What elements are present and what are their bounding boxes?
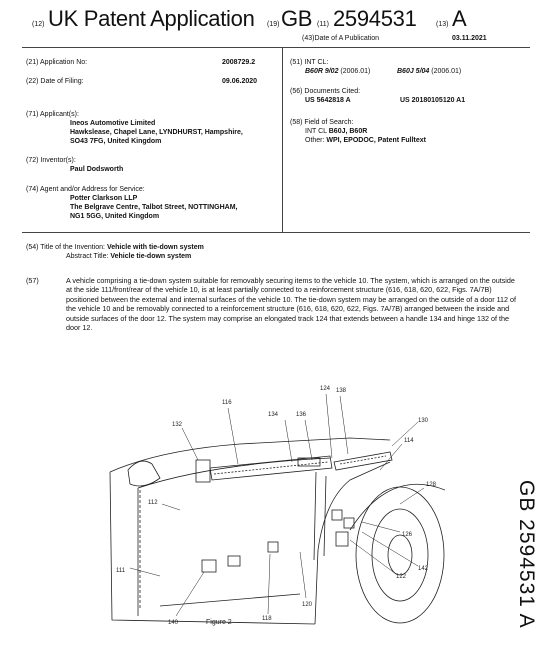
- search-int-cl: [305, 127, 367, 136]
- figure-ref: 128: [426, 482, 437, 488]
- country-prefix: (19): [267, 21, 280, 28]
- int-cl-code: B60J 5/04: [397, 68, 430, 75]
- application-number: 2008729.2: [222, 59, 256, 66]
- figure-caption: Figure 2: [206, 619, 232, 626]
- figure-ref: 118: [262, 616, 272, 622]
- figure-ref: 130: [418, 418, 429, 424]
- kind-code-prefix: (13): [436, 21, 449, 28]
- header-divider: [22, 47, 530, 48]
- search-other-prefix: Other:: [305, 137, 325, 144]
- patent-number: 2594531: [333, 6, 417, 31]
- search-int-cl-prefix: INT CL: [305, 128, 327, 135]
- search-int-cl-value: B60J, B60R: [328, 128, 368, 135]
- country-code: GB: [281, 6, 313, 31]
- figure-ref: 138: [336, 388, 347, 394]
- filing-date-label: (22) Date of Filing:: [26, 78, 84, 85]
- publication-date-label: (43)Date of A Publication: [302, 35, 380, 42]
- search-other-value: WPI, EPODOC, Patent Fulltext: [326, 137, 426, 144]
- agent-line: The Belgrave Centre, Talbot Street, NOTTINGHAM,: [70, 204, 238, 211]
- invention-title-row: [26, 243, 204, 252]
- documents-cited-label: (56) Documents Cited:: [290, 88, 361, 95]
- figure-ref: 134: [268, 412, 279, 418]
- cited-document: US 5642818 A: [305, 97, 351, 104]
- invention-title-label: (54) Title of the Invention:: [26, 244, 105, 251]
- int-cl-date: (2006.01): [340, 68, 371, 75]
- invention-title: Vehicle with tie-down system: [106, 244, 204, 251]
- biblio-divider: [22, 232, 530, 233]
- field-of-search-label: (58) Field of Search:: [290, 119, 354, 126]
- side-label-text: GB 2594531 A: [515, 480, 538, 629]
- kind-prefix: (12): [32, 21, 45, 28]
- int-cl-label: (51) INT CL:: [290, 59, 329, 66]
- figure-ref: 142: [418, 566, 429, 572]
- figure-ref: 124: [320, 386, 331, 392]
- figure-ref: 122: [396, 574, 407, 580]
- agent-label: (74) Agent and/or Address for Service:: [26, 186, 145, 193]
- application-number-label: (21) Application No:: [26, 59, 88, 66]
- figure-ref: 136: [296, 412, 307, 418]
- figure-ref: 114: [404, 438, 414, 444]
- inventor-name: Paul Dodsworth: [70, 166, 124, 173]
- int-cl-entry: [305, 67, 370, 76]
- column-divider: [282, 47, 283, 232]
- patent-figure: [100, 380, 445, 630]
- agent-line: Potter Clarkson LLP: [70, 195, 138, 202]
- agent-line: NG1 5GG, United Kingdom: [70, 213, 160, 220]
- figure-ref: 116: [222, 400, 232, 406]
- figure-ref: 112: [148, 500, 158, 506]
- int-cl-date: (2006.01): [431, 68, 462, 75]
- figure-ref: 111: [116, 568, 126, 574]
- abstract-title-row: [66, 252, 191, 261]
- abstract-label: (57): [26, 276, 39, 285]
- publication-date: 03.11.2021: [452, 35, 487, 42]
- inventor-label: (72) Inventor(s):: [26, 157, 76, 164]
- search-other: [305, 136, 426, 145]
- abstract-title-label: Abstract Title:: [66, 253, 109, 260]
- figure-ref: 120: [302, 602, 313, 608]
- figure-ref: 132: [172, 422, 183, 428]
- int-cl-code: B60R 9/02: [305, 68, 339, 75]
- int-cl-entry: [397, 67, 461, 76]
- abstract-text: A vehicle comprising a tie-down system suitable for removably securing items to the vehicle 10. The system, which is arranged on the outside at the side 111/front/rear of the vehicle 10, is at least partially connected to a reinforcement structure (616, 618, 620, 622, Figs. 7A/7B) positioned between the external and internal surfaces of the vehicle 10. The tie-down system may be arranged on the outside of a door 112 of the vehicle 10 and be removably connected to a reinforcement structure (616, 618, 620, 622, Figs. 7A/7B) arranged between the inside and outside surfaces of the door 12. The system may comprise an elongated track 124 that extends between a handle 134 and hinge 132 of the door 12.: [66, 276, 517, 333]
- kind-code: A: [452, 6, 467, 31]
- cited-document: US 20180105120 A1: [400, 97, 466, 104]
- number-prefix: (11): [317, 21, 329, 28]
- figure-ref: 140: [168, 620, 179, 626]
- applicant-label: (71) Applicant(s):: [26, 111, 79, 118]
- document-title: UK Patent Application: [48, 6, 255, 31]
- abstract-title: Vehicle tie-down system: [110, 253, 192, 260]
- side-label: [508, 480, 548, 630]
- applicant-line: SO43 7FG, United Kingdom: [70, 138, 162, 145]
- figure-ref: 126: [402, 532, 413, 538]
- applicant-line: Hawkslease, Chapel Lane, LYNDHURST, Hampshire,: [70, 129, 243, 136]
- applicant-line: Ineos Automotive Limited: [70, 120, 156, 127]
- filing-date: 09.06.2020: [222, 78, 258, 85]
- figure-drawing: [100, 380, 445, 630]
